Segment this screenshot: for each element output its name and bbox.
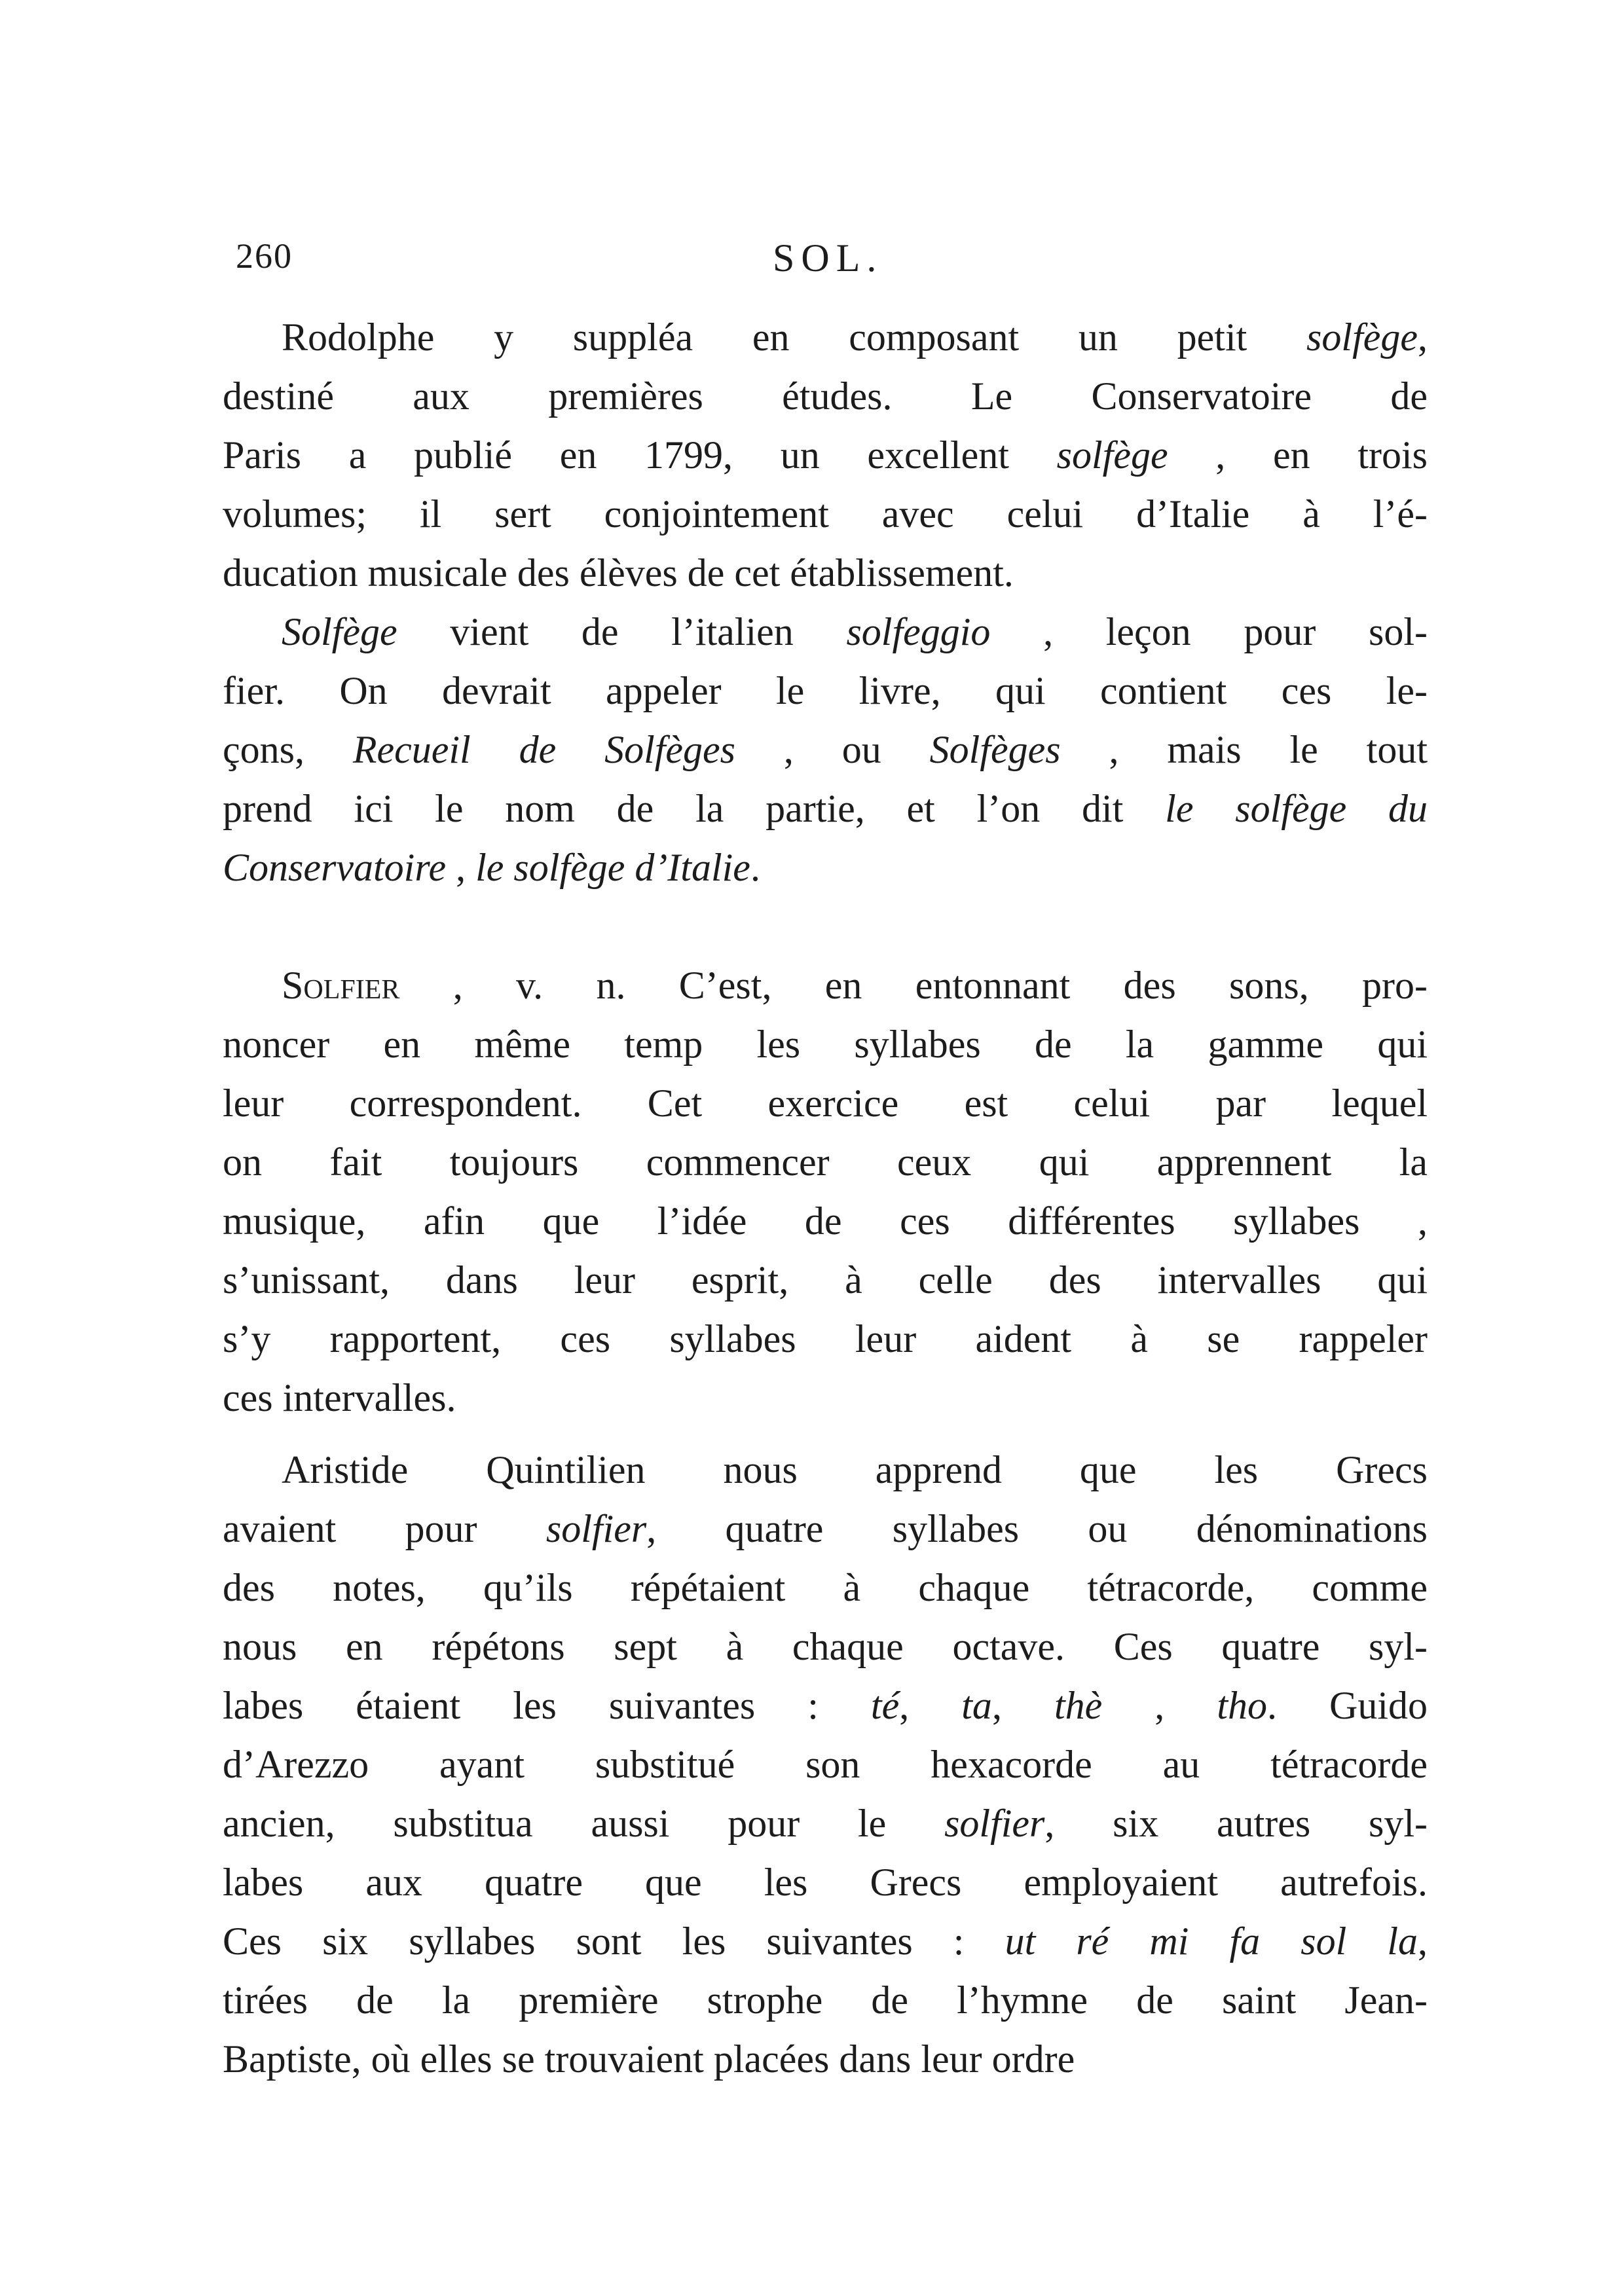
text-line: destiné aux premières études. Le Conservatoire de [223,374,1428,418]
text-line: ancien, substitua aussi pour le solfier, six autres syl- [223,1802,1428,1845]
text-line: çons, Recueil de Solfèges , ou Solfèges , mais le tout [223,728,1428,771]
paragraph [223,308,1428,602]
text-line: Aristide Quintilien nous apprend que les Grecs [282,1448,1428,1491]
page-header [236,236,1428,288]
page-number: 260 [236,236,293,276]
text-line: leur correspondent. Cet exercice est celui par lequel [223,1082,1428,1125]
paragraph [223,1440,1428,2088]
running-head: SOL. [773,236,883,280]
text-line: avaient pour solfier, quatre syllabes ou dénominations [223,1507,1428,1550]
text-line: on fait toujours commencer ceux qui apprennent la [223,1140,1428,1184]
paragraph [223,956,1428,1427]
paragraph [223,602,1428,897]
text-line: Solfège vient de l’italien solfeggio , leçon pour sol- [282,610,1428,653]
text-line: musique, afin que l’idée de ces différentes syllabes , [223,1199,1428,1243]
text-line: noncer en même temp les syllabes de la gamme qui [223,1023,1428,1066]
text-line: Baptiste, où elles se trouvaient placées dans leur ordre [223,2037,1075,2081]
text-line: ducation musicale des élèves de cet établissement. [223,551,1014,594]
text-line: Solfier , v. n. C’est, en entonnant des sons, pro- [282,964,1428,1007]
text-line: volumes; il sert conjointement avec celui d’Italie à l’é- [223,492,1428,536]
text-column [223,308,1428,2088]
text-line: s’y rapportent, ces syllabes leur aident à se rappeler [223,1317,1428,1360]
text-line: fier. On devrait appeler le livre, qui contient ces le- [223,669,1428,712]
text-line: labes étaient les suivantes : té, ta, thè , tho. Guido [223,1684,1428,1727]
text-line: nous en répétons sept à chaque octave. Ces quatre syl- [223,1625,1428,1668]
text-line: ces intervalles. [223,1376,456,1419]
text-line: s’unissant, dans leur esprit, à celle des intervalles qui [223,1258,1428,1302]
text-line: labes aux quatre que les Grecs employaient autrefois. [223,1861,1428,1904]
section-gap [223,1427,1428,1440]
text-line: prend ici le nom de la partie, et l’on dit le solfège du [223,787,1428,830]
section-gap [223,897,1428,956]
text-line: Paris a publié en 1799, un excellent solfège , en trois [223,433,1428,477]
text-line: d’Arezzo ayant substitué son hexacorde au tétracorde [223,1743,1428,1786]
text-line: des notes, qu’ils répétaient à chaque tétracorde, comme [223,1566,1428,1609]
text-line: tirées de la première strophe de l’hymne de saint Jean- [223,1978,1428,2022]
text-line: Rodolphe y suppléa en composant un petit solfège, [282,316,1428,359]
text-line: Conservatoire , le solfège d’Italie. [223,846,760,889]
text-line: Ces six syllabes sont les suivantes : ut ré mi fa sol la, [223,1920,1428,1963]
